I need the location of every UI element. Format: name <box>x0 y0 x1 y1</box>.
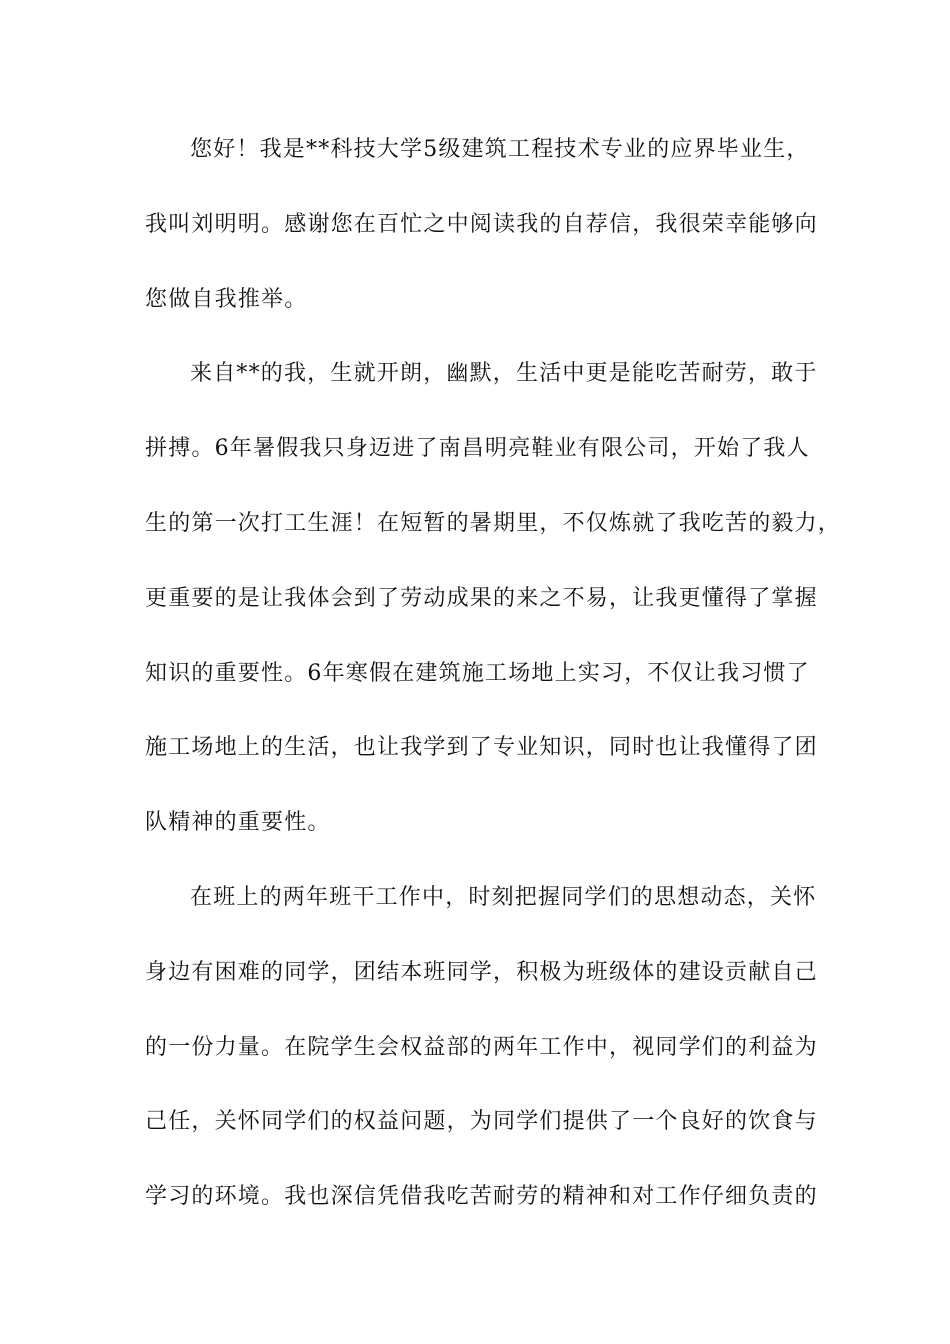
letter-body <box>145 128 845 1250</box>
paragraph-line: 在班上的两年班干工作中，时刻把握同学们的思想动态，关怀 <box>190 884 817 910</box>
paragraph-line: 生的第一次打工生涯！在短暂的暑期里，不仅炼就了我吃苦的毅力， <box>145 510 842 536</box>
paragraph-line: 来自**的我，生就开朗，幽默，生活中更是能吃苦耐劳，敢于 <box>190 361 818 387</box>
paragraph-3 <box>145 876 845 1250</box>
paragraph-line: 学习的环境。我也深信凭借我吃苦耐劳的精神和对工作仔细负责的 <box>145 1184 818 1210</box>
paragraph-line: 您好！我是**科技大学5级建筑工程技术专业的应界毕业生， <box>190 137 810 162</box>
paragraph-line: 知识的重要性。6年寒假在建筑施工场地上实习，不仅让我习惯了 <box>145 660 810 686</box>
paragraph-line: 队精神的重要性。 <box>145 810 331 836</box>
paragraph-2 <box>145 352 845 876</box>
paragraph-1 <box>145 128 845 352</box>
paragraph-line: 施工场地上的生活，也让我学到了专业知识，同时也让我懂得了团 <box>145 735 818 761</box>
paragraph-line: 我叫刘明明。感谢您在百忙之中阅读我的自荐信，我很荣幸能够向 <box>145 211 818 237</box>
paragraph-line: 您做自我推举。 <box>145 286 308 312</box>
paragraph-line: 身边有困难的同学，团结本班同学，积极为班级体的建设贡献自己 <box>145 959 818 985</box>
paragraph-line: 拼搏。6年暑假我只身迈进了南昌明亮鞋业有限公司，开始了我人 <box>145 436 810 462</box>
paragraph-line: 己任，关怀同学们的权益问题，为同学们提供了一个良好的饮食与 <box>145 1109 818 1135</box>
paragraph-line: 的一份力量。在院学生会权益部的两年工作中，视同学们的利益为 <box>145 1034 818 1060</box>
paragraph-line: 更重要的是让我体会到了劳动成果的来之不易，让我更懂得了掌握 <box>145 585 818 611</box>
